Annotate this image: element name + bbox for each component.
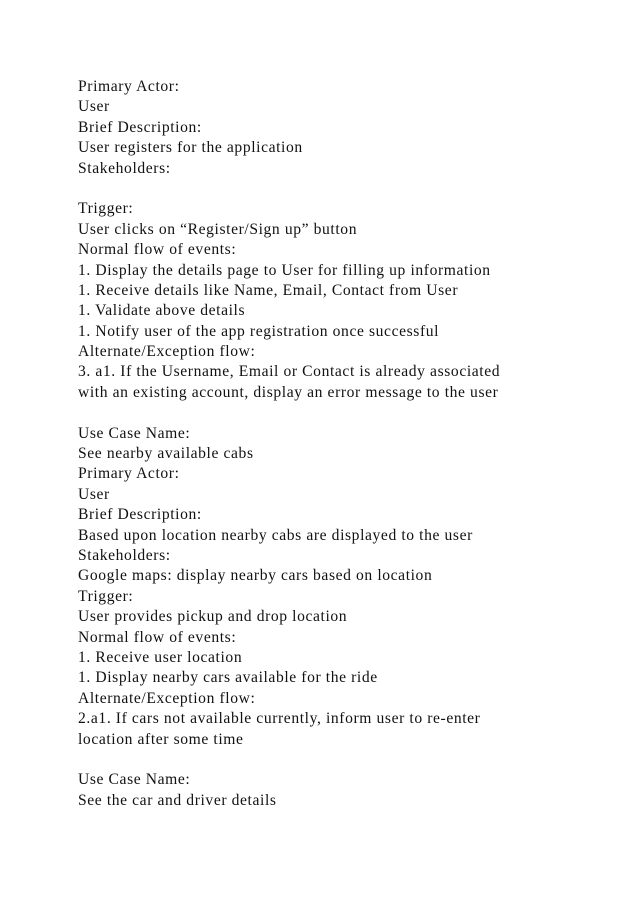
- text-line: location after some time: [78, 730, 244, 748]
- text-line: Use Case Name:: [78, 771, 191, 789]
- text-line: Normal flow of events:: [78, 628, 237, 646]
- text-line: Based upon location nearby cabs are displayed to the user: [78, 526, 473, 544]
- text-line: Google maps: display nearby cars based on location: [78, 567, 433, 585]
- text-line: 1. Display nearby cars available for the ride: [78, 669, 378, 687]
- text-line: Use Case Name:: [78, 424, 191, 442]
- blank-line: [78, 179, 618, 199]
- text-line: Stakeholders:: [78, 546, 171, 564]
- text-line: User provides pickup and drop location: [78, 608, 348, 626]
- text-line: 1. Display the details page to User for filling up information: [78, 261, 491, 279]
- text-line: 2.a1. If cars not available currently, inform user to re-enter: [78, 710, 481, 728]
- text-line: Trigger:: [78, 200, 134, 218]
- text-line: Alternate/Exception flow:: [78, 343, 256, 361]
- text-line: 1. Validate above details: [78, 302, 246, 320]
- document-body: [78, 77, 618, 811]
- text-line: Primary Actor:: [78, 78, 180, 95]
- text-line: See nearby available cabs: [78, 445, 254, 463]
- text-line: User: [78, 485, 110, 503]
- text-line: 1. Receive user location: [78, 648, 243, 666]
- text-line: Stakeholders:: [78, 159, 171, 177]
- text-line: Brief Description:: [78, 118, 202, 136]
- text-line: User registers for the application: [78, 139, 303, 157]
- text-line: Normal flow of events:: [78, 241, 237, 259]
- text-line: 1. Receive details like Name, Email, Contact from User: [78, 281, 459, 299]
- text-line: Primary Actor:: [78, 465, 180, 483]
- text-line: User clicks on “Register/Sign up” button: [78, 220, 358, 238]
- text-line: Brief Description:: [78, 506, 202, 524]
- text-line: Trigger:: [78, 587, 134, 605]
- text-line: 1. Notify user of the app registration once successful: [78, 322, 440, 340]
- text-line: 3. a1. If the Username, Email or Contact is already associated: [78, 363, 501, 381]
- text-line: Alternate/Exception flow:: [78, 689, 256, 707]
- text-line: See the car and driver details: [78, 791, 277, 809]
- text-line: User: [78, 98, 110, 116]
- text-line: with an existing account, display an error message to the user: [78, 383, 499, 401]
- blank-line: [78, 750, 618, 770]
- blank-line: [78, 403, 618, 423]
